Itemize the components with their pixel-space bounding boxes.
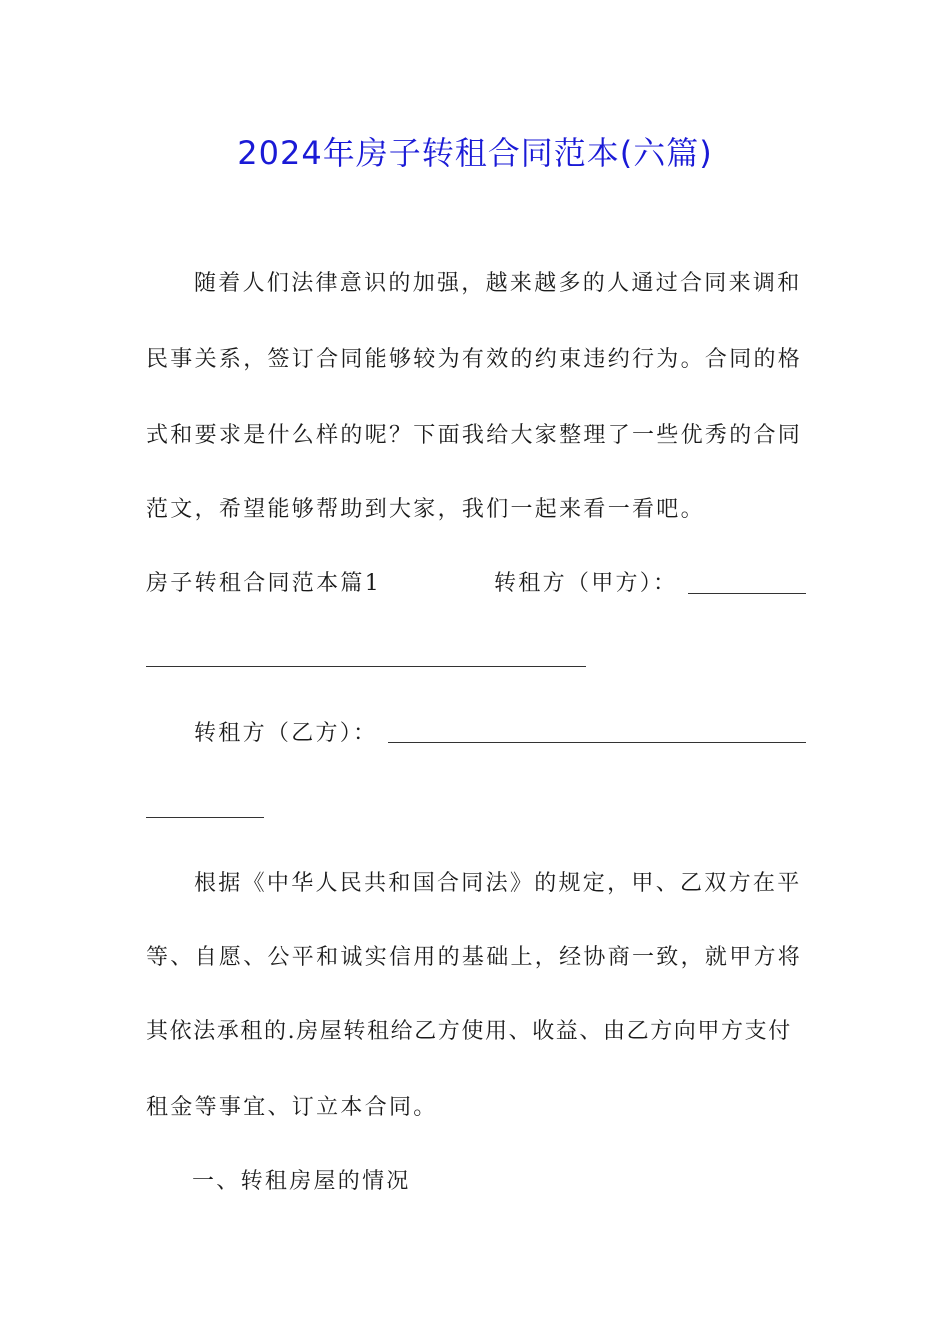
- body-line-4: 租金等事宜、订立本合同。: [146, 1095, 438, 1120]
- party-a-blank-line: [688, 593, 806, 594]
- party-b-blank-line-continued: [146, 817, 264, 818]
- body-line-2: 等、自愿、公平和诚实信用的基础上，经协商一致，就甲方将: [146, 945, 803, 970]
- party-a-blank-line-continued: [146, 666, 586, 667]
- body-line-3: 其依法承租的.房屋转租给乙方使用、收益、由乙方向甲方支付: [146, 1019, 792, 1044]
- intro-line-3: 式和要求是什么样的呢？下面我给大家整理了一些优秀的合同: [146, 423, 803, 448]
- clause-1-heading: 一、转租房屋的情况: [192, 1169, 411, 1194]
- party-a-label: 转租方（甲方）：: [494, 571, 678, 596]
- body-line-1: 根据《中华人民共和国合同法》的规定，甲、乙双方在平: [194, 871, 802, 896]
- intro-line-4: 范文，希望能够帮助到大家，我们一起来看一看吧。: [146, 497, 705, 522]
- intro-line-2: 民事关系，签订合同能够较为有效的约束违约行为。合同的格: [146, 347, 803, 372]
- section-title: 房子转租合同范本篇1: [146, 571, 381, 596]
- party-b-label: 转租方（乙方）：: [194, 721, 378, 746]
- party-b-blank-line: [388, 742, 806, 743]
- document-title: 2024年房子转租合同范本(六篇): [237, 134, 713, 172]
- intro-line-1: 随着人们法律意识的加强，越来越多的人通过合同来调和: [194, 271, 802, 296]
